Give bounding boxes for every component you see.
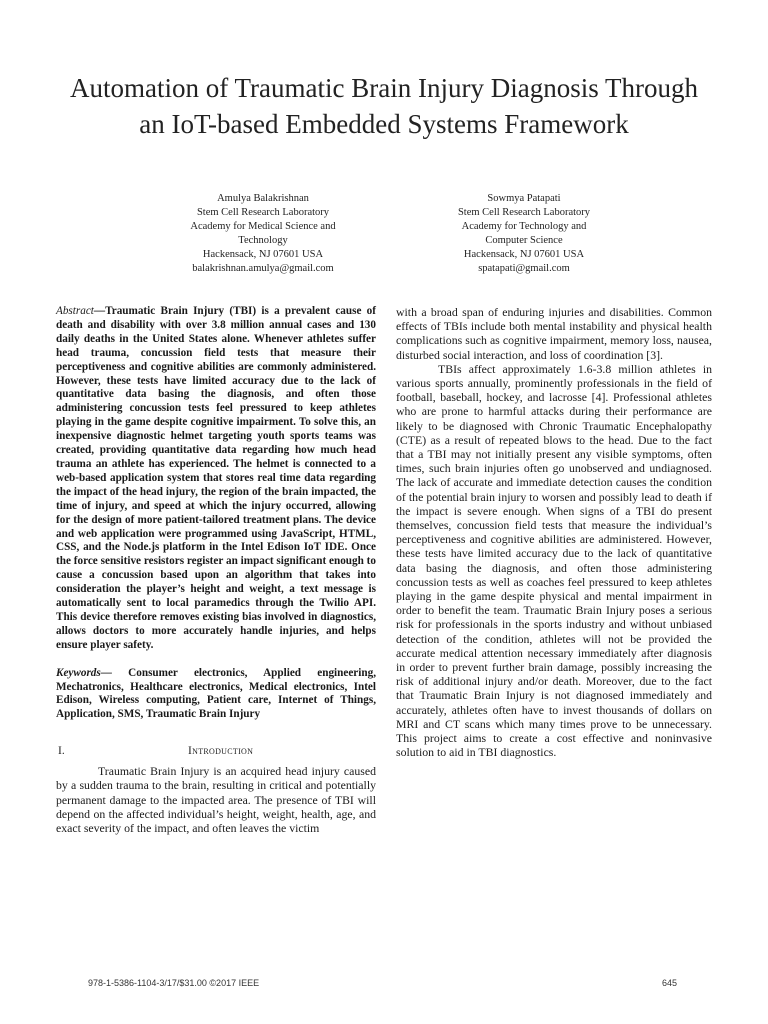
abstract-text: —Traumatic Brain Injury (TBI) is a prevalent cause of death and disability with over 3.8 million annual cases and 130 daily deaths in the United States alone. Whenever athletes suffer head trauma, concussion field tests that measure their perceptiveness and cognitive abilities are commonly administered. However, these tests have limited accuracy due to the lack of quantitative data basing the diagnosis, and often those administering concussion tests feel pressured to keep athletes playing in the game despite cognitive impairment. To solve this, an inexpensive diagnostic helmet targeting youth sports teams was created, providing quantitative data regarding how much head trauma an athlete has experienced. The helmet is connected to a web-based application system that stores real time data regarding the impact of the head injury, the region of the brain impacted, the time of injury, and speed at which the injury occurred, allowing for the design of more patient-tailored treatment plans. The device and web application were programmed using JavaScript, HTML, CSS, and the Node.js platform in the Intel Edison IoT IDE. Once the force sensitive resistors register an impact significant enough to cause a concussion based upon an algorithm that takes into consideration the player’s height and weight, a text message is automatically sent to local paramedics through the Twilio API. This device therefore removes existing bias involved in diagnostics, allows doctors to more accurately handle injuries, and helps ensure player safety. xyxy=(56,305,376,651)
copyright-footer: 978-1-5386-1104-3/17/$31.00 ©2017 IEEE xyxy=(88,978,260,988)
keywords xyxy=(56,667,376,723)
section-number: I. xyxy=(58,745,65,758)
author-affiliation: Stem Cell Research Laboratory xyxy=(457,207,591,218)
author-affiliation: Technology xyxy=(238,235,288,246)
author-address: Hackensack, NJ 07601 USA xyxy=(202,249,324,260)
section-title: Introduction xyxy=(188,745,254,758)
author-affiliation: Stem Cell Research Laboratory xyxy=(196,207,330,218)
author-email: spatapati@gmail.com xyxy=(478,263,570,274)
author-block-2 xyxy=(424,192,624,276)
author-block-1 xyxy=(163,192,363,276)
author-affiliation: Academy for Technology and xyxy=(461,221,587,232)
paper-title: Automation of Traumatic Brain Injury Diagnosis Through an IoT-based Embedded Systems Framework xyxy=(70,73,698,139)
abstract-lead: Abstract xyxy=(56,305,94,317)
author-name: Amulya Balakrishnan xyxy=(217,193,309,204)
section-heading xyxy=(56,744,376,758)
author-affiliation: Academy for Medical Science and xyxy=(190,221,336,232)
intro-continuation: with a broad span of enduring injuries and disabilities. Common effects of TBIs include both mental instability and physical health complications such as cognitive impairment, memory loss, nausea, disturbed social interaction, and loss of coordination [3]. xyxy=(396,305,712,362)
author-name: Sowmya Patapati xyxy=(487,193,561,204)
keywords-lead: Keywords— xyxy=(56,666,112,679)
intro-paragraph: Traumatic Brain Injury is an acquired head injury caused by a sudden trauma to the brain, resulting in critical and potentially permanent damage to the impacted area. The presence of TBI will depend on the affected individual’s height, weight, health, age, and exact severity of the impact, and often leaves the victim xyxy=(56,764,376,836)
abstract xyxy=(56,305,376,653)
author-address: Hackensack, NJ 07601 USA xyxy=(463,249,585,260)
keywords-text: Consumer electronics, Applied engineering, Mechatronics, Healthcare electronics, Medical electronics, Intel Edison, Wireless computing, Patient care, Internet of Things, Application, SMS, Traumatic Brain Injury xyxy=(56,666,376,721)
page-number: 645 xyxy=(662,978,678,988)
left-column xyxy=(56,305,376,835)
author-email: balakrishnan.amulya@gmail.com xyxy=(192,263,334,274)
right-column xyxy=(396,305,712,760)
author-affiliation: Computer Science xyxy=(485,235,563,246)
intro-paragraph-2: TBIs affect approximately 1.6-3.8 million athletes in various sports annually, prominently professionals in the field of football, baseball, hockey, and lacrosse [4]. Professional athletes who are prone to harmful attacks during their performance are likely to be diagnosed with Chronic Traumatic Encephalopathy (CTE) as a result of repeated blows to the head. Due to the fact that a TBI may not initially present any visible symptoms, often times, such brain injuries often go unobserved and undiagnosed. The lack of accurate and immediate detection causes the condition of the potential brain injury to worsen and possibly lead to death if the impact is severe enough. When signs of a TBI do present themselves, concussion field tests that measure the individual’s perceptiveness and cognitive abilities are administered. However, these tests have limited accuracy due to the lack of quantitative data basing the diagnosis, and often those administering concussion tests as well as coaches feel pressured to keep athletes playing in the game despite physical and mental impairment in order to benefit the team. Traumatic Brain Injury poses a serious risk for professionals in the sports industry and without unbiased detection of the condition, athletes will not be provided the accurate medical attention necessary immediately after diagnosis in order to prevent further brain damage, possibly increasing the risk of additional injury and/or death. Moreover, due to the fact that Traumatic Brain Injury is not diagnosed immediately and accurately, athletes often have to invest thousands of dollars on MRI and CT scans which many times prove to be unnecessary. This project aims to create a cost effective and noninvasive solution to aid in TBI diagnostics. xyxy=(396,361,712,760)
